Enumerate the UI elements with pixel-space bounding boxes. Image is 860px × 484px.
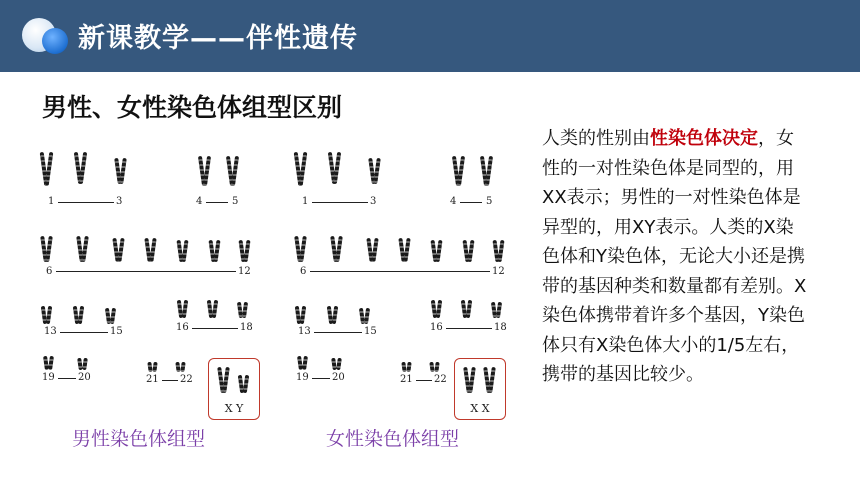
chromosome-icon bbox=[432, 240, 440, 262]
chromosome-number: 15 bbox=[364, 326, 377, 337]
chromosome-icon bbox=[78, 358, 86, 370]
description-highlight: 性染色体决定 bbox=[650, 128, 758, 149]
chromosome-number: 4 bbox=[196, 196, 203, 207]
chromosome-icon bbox=[296, 152, 304, 186]
chromosome-icon bbox=[148, 362, 156, 372]
chromosome-icon bbox=[240, 240, 248, 262]
chromosome-icon bbox=[146, 238, 154, 262]
chromosome-icon bbox=[370, 158, 378, 184]
chromosome-number: 19 bbox=[42, 372, 55, 383]
chromosome-icon bbox=[44, 356, 52, 370]
chromosome-number: 13 bbox=[44, 326, 57, 337]
chromosome-icon bbox=[200, 156, 208, 186]
chromosome-icon bbox=[114, 238, 122, 262]
chromosome-number: 16 bbox=[430, 322, 443, 333]
chromosome-number: 1 bbox=[302, 196, 309, 207]
chromosome-number: 1 bbox=[48, 196, 55, 207]
chromosome-number: 20 bbox=[78, 372, 91, 383]
x-chromosome-icon bbox=[485, 367, 493, 393]
chromosome-number: 6 bbox=[46, 266, 53, 277]
sex-chromosome-box bbox=[208, 358, 260, 420]
chromosome-icon bbox=[332, 236, 340, 262]
header-bar bbox=[0, 0, 860, 72]
chromosome-icon bbox=[208, 300, 216, 318]
header-title: 新课教学——伴性遗传 bbox=[78, 23, 358, 54]
chromosome-icon bbox=[42, 152, 50, 186]
chromosome-icon bbox=[454, 156, 462, 186]
chromosome-number: 12 bbox=[492, 266, 505, 277]
chromosome-icon bbox=[78, 236, 86, 262]
chromosome-icon bbox=[210, 240, 218, 262]
description-text bbox=[542, 124, 808, 390]
sex-chromosome-label: X Y bbox=[224, 402, 244, 415]
chromosome-icon bbox=[368, 238, 376, 262]
chromosome-icon bbox=[332, 358, 340, 370]
chromosome-icon bbox=[482, 156, 490, 186]
chromosome-icon bbox=[238, 302, 246, 318]
chromosome-number: 16 bbox=[176, 322, 189, 333]
chromosome-icon bbox=[462, 300, 470, 318]
chromosome-icon bbox=[430, 362, 438, 372]
description-part1: 人类的性别由 bbox=[542, 128, 650, 149]
chromosome-number: 3 bbox=[116, 196, 123, 207]
chromosome-icon bbox=[228, 156, 236, 186]
section-title: 男性、女性染色体组型区别 bbox=[42, 93, 343, 122]
x-chromosome-icon bbox=[219, 367, 227, 393]
chromosome-icon bbox=[42, 306, 50, 324]
chromosome-number: 18 bbox=[494, 322, 507, 333]
chromosome-number: 20 bbox=[332, 372, 345, 383]
chromosome-icon bbox=[296, 306, 304, 324]
chromosome-number: 21 bbox=[146, 374, 159, 385]
chromosome-number: 5 bbox=[232, 196, 239, 207]
chromosome-icon bbox=[296, 236, 304, 262]
chromosome-number: 22 bbox=[434, 374, 447, 385]
chromosome-icon bbox=[178, 300, 186, 318]
chromosome-icon bbox=[176, 362, 184, 372]
sex-chromosome-label: X X bbox=[470, 402, 490, 415]
sex-chromosome-box bbox=[454, 358, 506, 420]
chromosome-number: 19 bbox=[296, 372, 309, 383]
chromosome-number: 18 bbox=[240, 322, 253, 333]
chromosome-number: 4 bbox=[450, 196, 457, 207]
chromosome-number: 15 bbox=[110, 326, 123, 337]
chromosome-icon bbox=[432, 300, 440, 318]
chromosome-icon bbox=[328, 306, 336, 324]
chromosome-icon bbox=[298, 356, 306, 370]
female-karyotype-caption: 女性染色体组型 bbox=[326, 428, 460, 450]
chromosome-icon bbox=[178, 240, 186, 262]
chromosome-icon bbox=[494, 240, 502, 262]
chromosome-number: 5 bbox=[486, 196, 493, 207]
male-karyotype bbox=[36, 140, 276, 420]
chromosome-number: 3 bbox=[370, 196, 377, 207]
chromosome-icon bbox=[116, 158, 124, 184]
chromosome-icon bbox=[74, 306, 82, 324]
chromosome-number: 13 bbox=[298, 326, 311, 337]
chromosome-icon bbox=[464, 240, 472, 262]
chromosome-icon bbox=[402, 362, 410, 372]
chromosome-number: 12 bbox=[238, 266, 251, 277]
chromosome-icon bbox=[330, 152, 338, 184]
chromosome-icon bbox=[76, 152, 84, 184]
chromosome-number: 22 bbox=[180, 374, 193, 385]
male-karyotype-caption: 男性染色体组型 bbox=[72, 428, 206, 450]
female-karyotype bbox=[290, 140, 530, 420]
x-chromosome-icon bbox=[465, 367, 473, 393]
chromosome-icon bbox=[492, 302, 500, 318]
chromosome-icon bbox=[106, 308, 114, 324]
chromosome-icon bbox=[360, 308, 368, 324]
description-part2: ，女性的一对性染色体是同型的，用XX表示；男性的一对性染色体是异型的，用XY表示。人类的X染色体和Y染色体，无论大小还是携带的基因种类和数量都有差别。X染色体携带着许多个基因，Y染色体只有X染色体大小的1/5左右，携带的基因比较少。 bbox=[542, 128, 807, 385]
chromosome-number: 6 bbox=[300, 266, 307, 277]
chromosome-number: 21 bbox=[400, 374, 413, 385]
logo-circles-icon bbox=[22, 18, 70, 54]
chromosome-icon bbox=[400, 238, 408, 262]
chromosome-icon bbox=[42, 236, 50, 262]
y-chromosome-icon bbox=[239, 375, 247, 393]
